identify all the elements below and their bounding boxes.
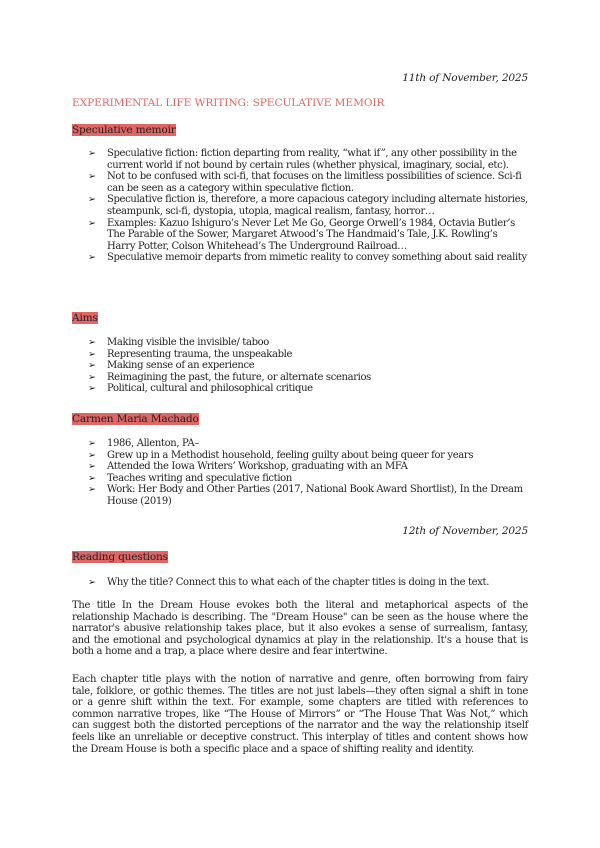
aims-list	[88, 337, 528, 395]
arrow-bullet-icon: ➢	[88, 148, 96, 159]
arrow-bullet-icon: ➢	[88, 449, 96, 461]
document-title: EXPERIMENTAL LIFE WRITING: SPECULATIVE MEMOIR	[72, 97, 385, 109]
body-paragraph: The title In the Dream House evokes both the literal and metaphorical aspects of the relationship Machado is describing. The "Dream House" can be seen as the house where the narrator's abusive relationship takes place, but it also evokes a sense of surrealism, fantasy, and the emotional and psychological dynamics at play in the relationship. It's a house that is both a home and a trap, a place where desire and fear intertwine.	[72, 600, 528, 658]
date-header: 11th of November, 2025	[402, 72, 528, 84]
arrow-bullet-icon: ➢	[88, 371, 96, 383]
arrow-bullet-icon: ➢	[88, 171, 96, 183]
list-item: ➢ Representing trauma, the unspeakable	[88, 348, 293, 360]
highlighted-heading: Speculative memoir	[72, 124, 176, 136]
arrow-bullet-icon: ➢	[88, 348, 96, 360]
list-item: ➢ Grew up in a Methodist household, feeling guilty about being queer for years	[88, 449, 474, 461]
list-item: ➢ Speculative fiction: fiction departing from reality, “what if”, any other possibility in the current world if not bound by certain rules (whether physical, imaginary, social, etc).	[88, 148, 517, 171]
arrow-bullet-icon: ➢	[88, 194, 96, 206]
list-item: ➢ Not to be confused with sci-fi, that focuses on the limitless possibilities of science. Sci-fi can be seen as a category within speculative fiction.	[88, 171, 522, 194]
arrow-bullet-icon: ➢	[88, 461, 96, 473]
body-paragraph: Each chapter title plays with the notion of narrative and genre, often borrowing from fairy tale, folklore, or gothic themes. The titles are not just labels—they often signal a shift in tone or a genre shift within the text. For example, some chapters are titled with references to common narrative tropes, like “The House of Mirrors” or “The House That Was Not,” which can suggest both the distorted perceptions of the narrator and the way the relationship itself feels like an unreliable or deceptive construct. This interplay of titles and content shows how the Dream House is both a specific place and a space of shifting reality and identity.	[72, 674, 528, 755]
arrow-bullet-icon: ➢	[88, 438, 96, 449]
list-item: ➢ Attended the Iowa Writers’ Workshop, graduating with an MFA	[88, 461, 408, 473]
date-header-second: 12th of November, 2025	[402, 525, 528, 537]
reading-questions-list	[88, 577, 528, 589]
list-item: ➢ Speculative fiction is, therefore, a more capacious category including alternate histories, steampunk, sci-fi, dystopia, utopia, magical realism, fantasy, horror…	[88, 194, 528, 217]
section-heading-speculative-memoir	[72, 123, 177, 137]
list-item: ➢ Why the title? Connect this to what each of the chapter titles is doing in the text.	[88, 577, 490, 588]
list-item: ➢ Making visible the invisible/ taboo	[88, 337, 269, 348]
arrow-bullet-icon: ➢	[88, 217, 96, 229]
list-item: ➢ Work: Her Body and Other Parties (2017, National Book Award Shortlist), In the Dream House (2019)	[88, 484, 523, 507]
list-item: ➢ Reimagining the past, the future, or alternate scenarios	[88, 371, 371, 383]
list-item: ➢ Making sense of an experience	[88, 360, 255, 372]
arrow-bullet-icon: ➢	[88, 360, 96, 372]
highlighted-heading: Aims	[72, 312, 98, 324]
list-item: ➢ Teaches writing and speculative fiction	[88, 472, 292, 484]
list-item: ➢ Speculative memoir departs from mimetic reality to convey something about said reality	[88, 252, 527, 264]
highlighted-heading: Carmen Maria Machado	[72, 413, 199, 425]
speculative-memoir-list	[88, 148, 528, 264]
arrow-bullet-icon: ➢	[88, 252, 96, 264]
arrow-bullet-icon: ➢	[88, 472, 96, 484]
arrow-bullet-icon: ➢	[88, 337, 96, 348]
arrow-bullet-icon: ➢	[88, 484, 96, 496]
highlighted-heading: Reading questions	[72, 551, 168, 563]
arrow-bullet-icon: ➢	[88, 383, 96, 395]
arrow-bullet-icon: ➢	[88, 577, 96, 588]
list-item: ➢ 1986, Allenton, PA–	[88, 438, 200, 449]
section-heading-reading-questions	[72, 550, 169, 564]
machado-list	[88, 438, 528, 508]
section-heading-aims	[72, 311, 99, 325]
list-item: ➢ Political, cultural and philosophical critique	[88, 383, 313, 395]
list-item: ➢ Examples: Kazuo Ishiguro’s Never Let Me Go, George Orwell’s 1984, Octavia Butler’s The Parable of the Sower, Margaret Atwood’s The Handmaid’s Tale, J.K. Rowling’s Harry Potter, Colson Whitehead’s The Underground Railroad…	[88, 217, 515, 252]
section-heading-machado	[72, 412, 200, 426]
